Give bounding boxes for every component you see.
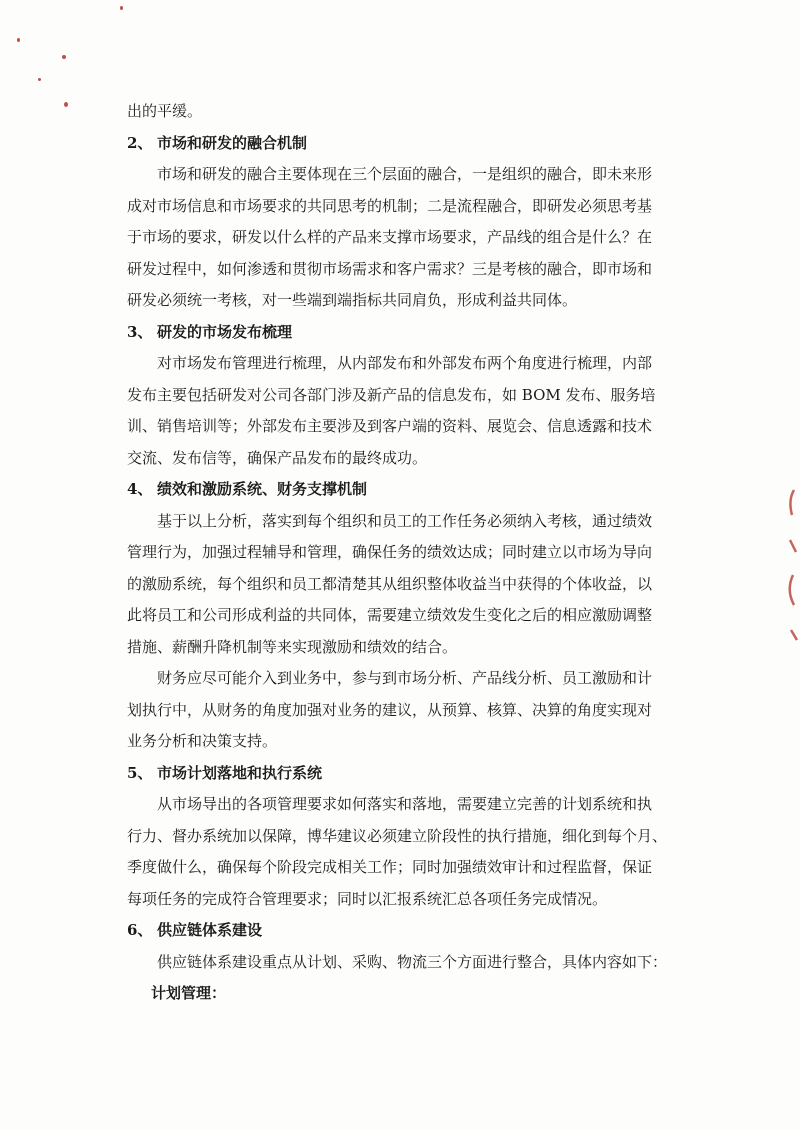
paragraph-line: 行力、督办系统加以保障，博华建议必须建立阶段性的执行措施，细化到每个月、	[127, 826, 668, 845]
document-body	[127, 96, 697, 1010]
opening-line: 出的平缓。	[127, 102, 203, 120]
paragraph-line: 财务应尽可能介入到业务中，参与到市场分析、产品线分析、员工激励和计	[157, 669, 653, 687]
paragraph-line: 管理行为，加强过程辅导和管理，确保任务的绩效达成；同时建立以市场为导向	[127, 543, 653, 561]
paragraph-line: 研发过程中，如何渗透和贯彻市场需求和客户需求？三是考核的融合，即市场和	[127, 259, 653, 278]
section-title: 供应链体系建设	[157, 921, 263, 939]
ink-speck	[120, 6, 123, 10]
stamp-fragment-icon	[782, 480, 800, 680]
ink-speck	[64, 102, 68, 107]
paragraph-line: 季度做什么，确保每个阶段完成相关工作；同时加强绩效审计和过程监督，保证	[127, 858, 653, 876]
paragraph-line: 供应链体系建设重点从计划、采购、物流三个方面进行整合，具体内容如下：	[157, 952, 668, 971]
section-heading	[127, 915, 697, 947]
section-number: 2、	[127, 133, 153, 152]
section-title: 绩效和激励系统、财务支撑机制	[157, 480, 368, 498]
paragraph-line: 研发必须统一考核，对一些端到端指标共同肩负，形成利益共同体。	[127, 291, 578, 309]
section-number: 6、	[127, 921, 153, 939]
ink-speck	[17, 38, 20, 42]
paragraph-line: 业务分析和决策支持。	[127, 732, 278, 750]
paragraph-line: 基于以上分析，落实到每个组织和员工的工作任务必须纳入考核，通过绩效	[157, 511, 653, 530]
section-heading	[127, 128, 697, 160]
section-number: 5、	[127, 763, 153, 782]
section-title: 研发的市场发布梳理	[157, 322, 293, 341]
section-heading	[127, 758, 697, 790]
paragraph-line: 于市场的要求，研发以什么样的产品来支撑市场要求，产品线的组合是什么？在	[127, 228, 653, 246]
paragraph-line: 训、销售培训等；外部发布主要涉及到客户端的资料、展览会、信息透露和技术	[127, 417, 653, 435]
paragraph-line: 发布主要包括研发对公司各部门涉及新产品的信息发布，如 BOM 发布、服务培	[127, 385, 656, 404]
ink-speck	[62, 55, 66, 59]
paragraph-line: 每项任务的完成符合管理要求；同时以汇报系统汇总各项任务完成情况。	[127, 889, 608, 908]
section-heading	[127, 317, 697, 349]
section-heading	[127, 474, 697, 506]
paragraph-line: 措施、薪酬升降机制等来实现激励和绩效的结合。	[127, 637, 458, 656]
ink-speck	[38, 78, 41, 81]
section-number: 4、	[127, 480, 153, 498]
section-number: 3、	[127, 322, 153, 341]
paragraph-line: 交流、发布信等，确保产品发布的最终成功。	[127, 448, 428, 467]
paragraph-line: 划执行中，从财务的角度加强对业务的建议，从预算、核算、决算的角度实现对	[127, 700, 653, 719]
paragraph-line: 市场和研发的融合主要体现在三个层面的融合，一是组织的融合，即未来形	[157, 165, 653, 183]
paragraph-line: 从市场导出的各项管理要求如何落实和落地，需要建立完善的计划系统和执	[157, 795, 653, 813]
subheading: 计划管理：	[151, 984, 227, 1002]
paragraph-line: 成对市场信息和市场要求的共同思考的机制；二是流程融合，即研发必须思考基	[127, 196, 653, 215]
paragraph-line: 此将员工和公司形成利益的共同体，需要建立绩效发生变化之后的相应激励调整	[127, 606, 653, 624]
section-title: 市场计划落地和执行系统	[157, 763, 323, 782]
paragraph-line: 的激励系统，每个组织和员工都清楚其从组织整体收益当中获得的个体收益，以	[127, 574, 653, 593]
section-title: 市场和研发的融合机制	[157, 133, 308, 152]
paragraph-line: 对市场发布管理进行梳理，从内部发布和外部发布两个角度进行梳理，内部	[157, 354, 653, 372]
